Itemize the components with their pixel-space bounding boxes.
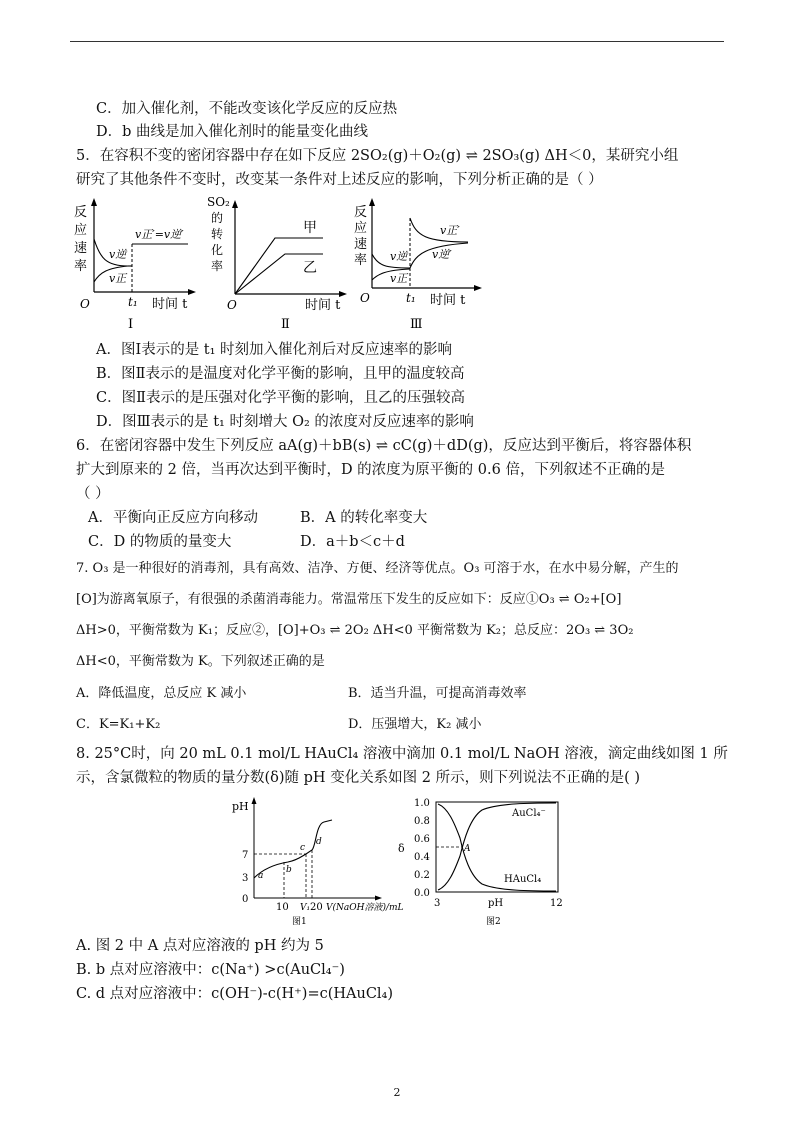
- q5-stem-line1: 5．在容积不变的密闭容器中存在如下反应 2SO₂(g)＋O₂(g) ⇌ 2SO₃(g) ΔH＜0，某研究小组: [76, 148, 679, 164]
- q5-option-c: C．图Ⅱ表示的是压强对化学平衡的影响，且乙的压强较高: [96, 390, 465, 406]
- q5-option-d: D．图Ⅲ表示的是 t₁ 时刻增大 O₂ 的浓度对反应速率的影响: [96, 414, 474, 430]
- q8-stem-line1: 8. 25°C时，向 20 mL 0.1 mol/L HAuCl₄ 溶液中滴加 0.1 mol/L NaOH 溶液，滴定曲线如图 1 所: [76, 746, 728, 762]
- fig2-label-jia: 甲: [303, 220, 317, 236]
- fig3-t1: t₁: [406, 291, 416, 305]
- q8-fig1-y3: 3: [242, 873, 249, 884]
- q8-fig1-x0: 0: [242, 894, 249, 905]
- fig1-v-eq-label: v正′=v逆′: [135, 228, 184, 241]
- fig1-t1: t₁: [128, 295, 138, 309]
- q8-fig1-point-d: d: [316, 837, 322, 847]
- fig1-ylabel-3: 速: [74, 241, 88, 256]
- q8-fig2-yticks: [414, 798, 430, 899]
- q8-option-c: C. d 点对应溶液中：c(OH⁻)-c(H⁺)=c(HAuCl₄): [76, 986, 394, 1002]
- q8-fig1-x20: 20: [310, 902, 323, 913]
- fig3-v-rev2-label: v逆′: [432, 248, 452, 261]
- svg-text:0.0: 0.0: [414, 888, 430, 899]
- fig3-ylabel-1: 反: [354, 205, 368, 220]
- q8-fig1-titration-curve: [254, 820, 332, 878]
- fig2-xlabel: 时间 t: [305, 298, 341, 313]
- q8-fig2-x3: 3: [434, 898, 441, 909]
- q6-option-a: A．平衡向正反应方向移动: [88, 510, 258, 526]
- q5-figure-3: [350, 196, 490, 336]
- fig1-ylabel-4: 率: [74, 259, 88, 274]
- q8-fig2-caption: 图2: [486, 917, 501, 927]
- fig1-v-fwd-label: v正: [109, 272, 127, 285]
- q8-stem-line2: 示，含氯微粒的物质的量分数(δ)随 pH 变化关系如图 2 所示，则下列说法不正确的是( ): [76, 770, 641, 786]
- q5-option-b: B．图Ⅱ表示的是温度对化学平衡的影响，且甲的温度较高: [96, 366, 465, 382]
- page-number: 2: [393, 1086, 401, 1099]
- q8-fig1-ylabel: pH: [232, 800, 249, 813]
- q7-stem-line2: [O]为游离氧原子，有很强的杀菌消毒能力。常温常压下发生的反应如下：反应①O₃ ⇌ O₂+[O]: [76, 592, 622, 607]
- q8-fig1-xlabel: V(NaOH溶液)/mL: [326, 903, 404, 913]
- q7-option-d: D．压强增大，K₂ 减小: [348, 717, 482, 732]
- q8-fig1-y7: 7: [242, 850, 249, 861]
- q8-fig1-caption: 图1: [292, 917, 307, 927]
- q8-fig1-xv1: V₁: [300, 903, 311, 913]
- fig1-origin: O: [80, 297, 90, 311]
- q8-fig1-x10: 10: [276, 902, 289, 913]
- q5-stem-line2: 研究了其他条件不变时，改变某一条件对上述反应的影响，下列分析正确的是（ ）: [76, 172, 603, 188]
- q7-option-c: C．K=K₁+K₂: [76, 717, 161, 732]
- svg-text:0.8: 0.8: [414, 816, 430, 827]
- fig2-ylabel-3: 转: [211, 227, 224, 241]
- q8-fig1-point-c: c: [300, 843, 306, 853]
- q4-option-c: C．加入催化剂，不能改变该化学反应的反应热: [96, 101, 398, 117]
- q8-fig2-label-haucl4: HAuCl₄: [504, 874, 542, 885]
- svg-text:0.4: 0.4: [414, 852, 430, 863]
- fig3-v-rev-label: v逆: [390, 250, 408, 263]
- fig3-ylabel-2: 应: [354, 221, 368, 236]
- fig3-v-fwd2-label: v正′: [440, 224, 460, 237]
- fig2-origin: O: [227, 298, 237, 312]
- q7-stem-line3: ΔH>0，平衡常数为 K₁；反应②，[O]+O₃ ⇌ 2O₂ ΔH<0 平衡常数为 K₂；总反应：2O₃ ⇌ 3O₂: [76, 623, 634, 638]
- header-rule: [70, 41, 724, 42]
- q7-stem-line1: 7. O₃ 是一种很好的消毒剂，具有高效、洁净、方便、经济等优点。O₃ 可溶于水，在水中易分解，产生的: [76, 561, 679, 576]
- fig1-xlabel: 时间 t: [152, 297, 188, 312]
- fig1-ylabel-2: 应: [74, 223, 88, 238]
- q8-option-b: B. b 点对应溶液中：c(Na⁺) >c(AuCl₄⁻): [76, 962, 345, 978]
- q6-option-b: B．A 的转化率变大: [300, 510, 428, 526]
- q6-option-c: C．D 的物质的量变大: [88, 534, 232, 550]
- q5-figure-2: [205, 196, 355, 336]
- svg-text:0.2: 0.2: [414, 870, 430, 881]
- fig2-ylabel-2: 的: [211, 211, 224, 225]
- fig1-v-rev-label: v逆: [109, 248, 127, 261]
- fig3-v-fwd-label: v正: [390, 272, 408, 285]
- q4-option-d: D．b 曲线是加入催化剂时的能量变化曲线: [96, 124, 369, 140]
- fig3-ylabel-3: 速: [354, 237, 368, 252]
- fig3-xlabel: 时间 t: [430, 293, 466, 308]
- q6-stem-line2: 扩大到原来的 2 倍，当再次达到平衡时，D 的浓度为原平衡的 0.6 倍，下列叙述不正确的是: [76, 462, 665, 478]
- q5-option-a: A．图Ⅰ表示的是 t₁ 时刻加入催化剂后对反应速率的影响: [96, 342, 453, 358]
- fig2-ylabel-1: SO₂: [207, 195, 230, 209]
- fig3-origin: O: [360, 291, 370, 305]
- fig1-ylabel-1: 反: [74, 205, 88, 220]
- fig2-caption: Ⅱ: [281, 317, 290, 332]
- q8-fig2-label-aucl4: AuCl₄⁻: [512, 808, 546, 819]
- q8-fig2-xlabel: pH: [488, 898, 504, 909]
- q8-fig1-point-b: b: [286, 865, 292, 875]
- q8-fig2-point-a: A: [464, 844, 471, 854]
- q8-fig1-point-a: a: [258, 871, 264, 881]
- fig2-ylabel-4: 化: [211, 243, 224, 257]
- q8-figure-1: [228, 796, 408, 926]
- svg-text:0.6: 0.6: [414, 834, 430, 845]
- q5-figure-1: [70, 196, 200, 336]
- q6-option-d: D．a＋b＜c＋d: [300, 534, 405, 550]
- fig3-caption: Ⅲ: [410, 317, 423, 332]
- svg-text:1.0: 1.0: [414, 798, 430, 809]
- q6-stem-line1: 6．在密闭容器中发生下列反应 aA(g)＋bB(s) ⇌ cC(g)＋dD(g)，反应达到平衡后，将容器体积: [76, 438, 692, 454]
- fig2-ylabel-5: 率: [211, 259, 224, 273]
- fig1-caption: Ⅰ: [128, 317, 134, 332]
- q6-stem-line3: （ ）: [76, 486, 110, 502]
- q8-option-a: A. 图 2 中 A 点对应溶液的 pH 约为 5: [76, 938, 324, 954]
- q8-figure-2: [392, 796, 572, 926]
- q7-option-b: B．适当升温，可提高消毒效率: [348, 686, 527, 701]
- fig2-label-yi: 乙: [303, 260, 317, 276]
- q7-option-a: A．降低温度，总反应 K 减小: [76, 686, 247, 701]
- q7-stem-line4: ΔH<0，平衡常数为 K。下列叙述正确的是: [76, 654, 325, 669]
- q8-fig2-x12: 12: [550, 898, 563, 909]
- fig3-ylabel-4: 率: [354, 253, 368, 268]
- q8-fig2-ylabel: δ: [398, 842, 405, 855]
